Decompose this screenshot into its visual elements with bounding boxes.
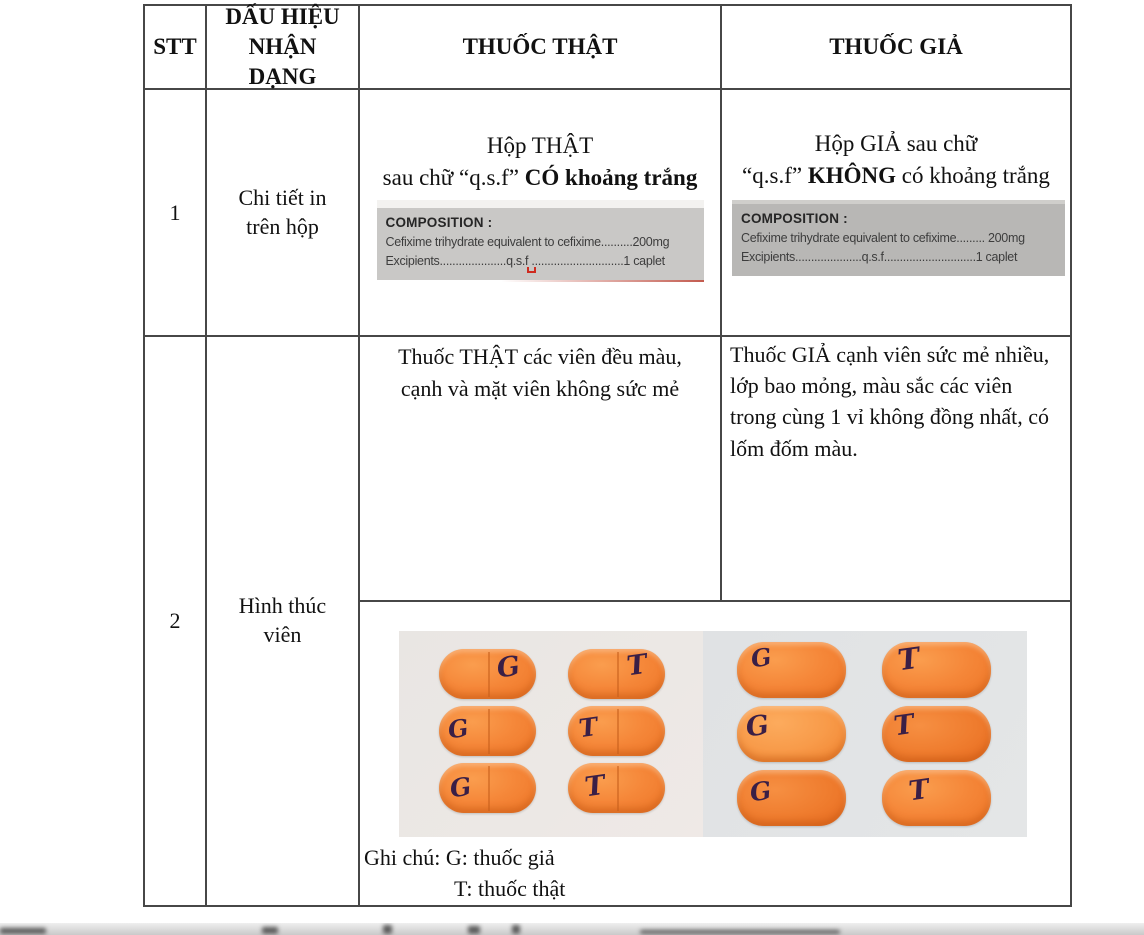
real-box-label-photo — [377, 200, 704, 280]
header-real-label: THUỐC THẬT — [462, 34, 618, 60]
composition-line2: Excipients.....................q.s.f.............................1 caplet — [741, 250, 1018, 265]
header-cell-fake — [722, 6, 1070, 90]
pill-marking: T — [895, 640, 922, 678]
row1-sign-cell — [207, 90, 360, 337]
pill — [882, 642, 991, 698]
row1-real-cell — [360, 90, 722, 337]
pill-column-t — [568, 649, 665, 837]
row2-real-cell — [360, 337, 722, 602]
row2-stt-cell — [145, 337, 207, 905]
pill — [737, 770, 846, 826]
pill-marking: T — [906, 773, 932, 808]
pill-column-g — [737, 642, 846, 837]
real-pills-panel — [399, 631, 703, 837]
pill-marking: T — [582, 769, 608, 804]
header-fake-label: THUỐC GIẢ — [829, 34, 963, 60]
label-photo-edge — [377, 200, 704, 208]
header-stt-label: STT — [153, 34, 197, 60]
row2-sign-label: Hình thúc viên — [238, 593, 327, 647]
pill — [882, 706, 991, 762]
fake-box-label-photo — [732, 200, 1065, 276]
header-cell-stt — [145, 6, 207, 90]
composition-line2: Excipients.....................q.s.f .............................1 caplet — [385, 254, 665, 269]
pill-marking: G — [446, 712, 471, 745]
fake-box-heading: Hộp GIẢ sau chữ “q.s.f” KHÔNG có khoảng trắng — [742, 131, 1050, 189]
photo-legend — [364, 843, 1070, 905]
pills-photo-cell — [360, 602, 1070, 905]
pill — [439, 649, 536, 699]
cut-off-text-strip — [0, 923, 1144, 935]
header-cell-sign — [207, 6, 360, 90]
row1-sign-label: Chi tiết in trên hộp — [238, 184, 327, 239]
pill-marking: T — [624, 648, 650, 683]
row2-fake-cell — [722, 337, 1070, 602]
pill — [568, 706, 665, 756]
pill-marking: G — [743, 709, 772, 744]
pill — [737, 706, 846, 762]
pill-marking: G — [448, 771, 474, 804]
fake-pills-panel — [703, 631, 1027, 837]
legend-line2: T: thuốc thật — [454, 875, 566, 901]
real-label-text-area — [377, 208, 704, 280]
pill-marking: T — [577, 711, 600, 744]
composition-line1: Cefixime trihydrate equivalent to cefixime..........200mg — [385, 235, 670, 250]
fake-pills-description: Thuốc GIẢ cạnh viên sức mẻ nhiều, lớp bao mỏng, màu sắc các viên trong cùng 1 vỉ không đồng nhất, có lốm đốm màu. — [730, 342, 1050, 461]
pill — [882, 770, 991, 826]
pill — [737, 642, 846, 698]
row1-stt-cell — [145, 90, 207, 337]
composition-title: COMPOSITION : — [741, 211, 848, 227]
row1-number: 1 — [169, 199, 181, 225]
legend-line1: Ghi chú: G: thuốc giả — [364, 845, 555, 870]
row1-fake-cell — [722, 90, 1070, 337]
row2-number: 2 — [169, 608, 181, 633]
pill-marking: T — [891, 708, 917, 743]
pill-marking: G — [494, 650, 523, 685]
pill — [568, 649, 665, 699]
real-pills-description: Thuốc THẬT các viên đều màu, cạnh và mặt viên không sức mẻ — [398, 344, 682, 401]
pills-photo — [399, 631, 1027, 837]
pill-marking: G — [749, 641, 774, 674]
pill-column-g — [439, 649, 536, 837]
comparison-table — [143, 4, 1072, 907]
composition-title: COMPOSITION : — [385, 215, 493, 231]
composition-line1: Cefixime trihydrate equivalent to cefixime......... 200mg — [741, 231, 1025, 246]
pill — [439, 706, 536, 756]
real-box-heading: Hộp THẬT sau chữ “q.s.f” CÓ khoảng trắng — [382, 133, 698, 191]
pill-column-t — [882, 642, 991, 837]
fake-label-text-area — [732, 204, 1065, 276]
pill — [568, 763, 665, 813]
row2-sign-cell — [207, 337, 360, 905]
header-sign-label: DẤU HIỆU NHẬN DẠNG — [225, 4, 340, 89]
header-cell-real — [360, 6, 722, 90]
pill-marking: G — [748, 775, 774, 808]
pill — [439, 763, 536, 813]
red-highlight-mark — [527, 267, 536, 273]
